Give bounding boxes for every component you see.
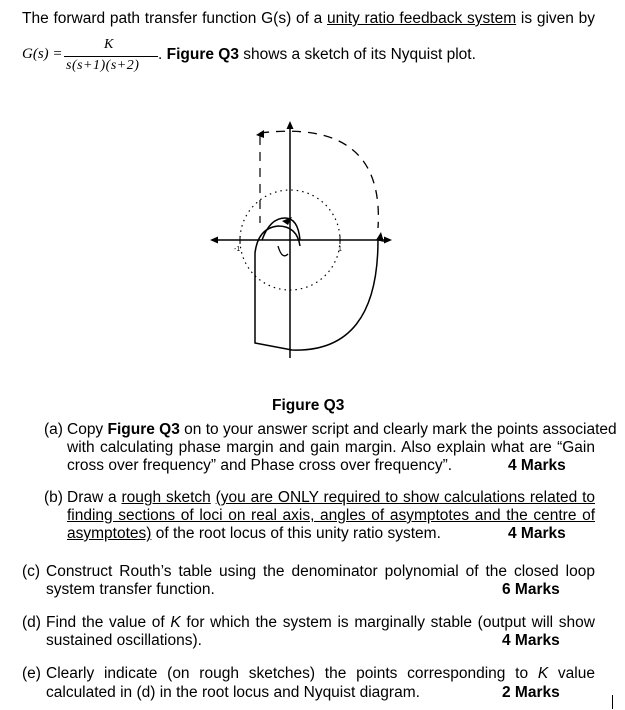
question-e-line-1 [46,665,595,683]
formula-lhs: G(s) = [22,46,63,62]
intro-line-2-text: shows a sketch of its Nyquist plot. [238,46,476,63]
intro-text: The forward path transfer function G(s) of a [22,10,328,27]
nyquist-plot-figure [200,118,400,368]
real-axis-right-arrow [384,237,392,244]
intro-text-end: is given by [516,10,595,27]
question-b-line-2: finding sections of loci on real axis, angles of asymptotes and the centre of [67,507,595,524]
qb-note-end: asymptotes) [67,525,152,542]
qe-text: Clearly indicate (on rough sketches) the points corresponding to [46,665,538,682]
qd-text: Find the value of [46,614,171,631]
qb-text-end: of the root locus of this unity ratio system. [151,525,441,542]
qa-text-post: on to your answer script and clearly mark the points associated [179,421,617,438]
question-d-line-1 [46,614,595,632]
question-c-marks: 6 Marks [502,581,560,598]
question-c-line-2: system transfer function. [46,581,215,598]
qe-k: K [537,665,549,682]
question-d-label: (d) [22,614,41,631]
origin-indent [278,246,288,256]
intro-dot: . [158,46,163,63]
figure-reference: Figure Q3 [166,46,239,63]
question-a-marks: 4 Marks [508,457,566,474]
tick-right-label: 1 [338,246,342,253]
qd-text-post: for which the system is marginally stable (output will show [180,614,595,631]
qe-text-post: value [548,665,595,682]
question-e-label: (e) [22,665,41,682]
text-cursor [612,695,613,709]
question-c-label: (c) [22,563,41,580]
question-a-line-2: with calculating phase margin and gain margin. Also explain what are “Gain [67,439,595,456]
nyquist-upper-loop [262,218,300,240]
qb-note-start: (you are ONLY required to show calculations related to [215,489,596,506]
qb-text: Draw a [67,489,122,506]
question-a-line-3: cross over frequency” and Phase cross over frequency”. [67,457,453,474]
fraction-bar [64,56,158,57]
real-axis-left-arrow [210,237,218,244]
intro-underlined-term: unity ratio feedback system [327,10,517,27]
intro-line-1 [22,10,595,28]
figure-caption: Figure Q3 [272,397,345,414]
question-b-marks: 4 Marks [508,525,566,542]
imaginary-axis-up-arrow [287,121,294,129]
question-a-line-1 [67,421,617,439]
formula-denominator: s(s+1)(s+2) [66,58,140,73]
question-c-line-1: Construct Routh’s table using the denominator polynomial of the closed loop [46,563,595,580]
question-b-line-1 [67,489,595,507]
nyquist-lower-branch [255,226,378,350]
intro-line-2 [158,46,476,64]
qd-k: K [170,614,181,631]
question-b-label: (b) [44,489,63,506]
question-b-line-3 [67,525,441,543]
qa-text: Copy [67,421,108,438]
qb-rough-sketch: rough sketch [121,489,211,506]
infinite-arc [260,131,378,228]
question-d-marks: 4 Marks [502,632,560,649]
question-d-line-2: sustained oscillations). [46,632,202,649]
question-a-label: (a) [44,421,63,438]
tick-left-label: -1 [234,246,241,253]
question-e-line-2: calculated in (d) in the root locus and Nyquist diagram. [46,684,420,701]
qa-figure-ref: Figure Q3 [107,421,180,438]
question-e-marks: 2 Marks [502,684,560,701]
formula-numerator: K [104,37,114,52]
